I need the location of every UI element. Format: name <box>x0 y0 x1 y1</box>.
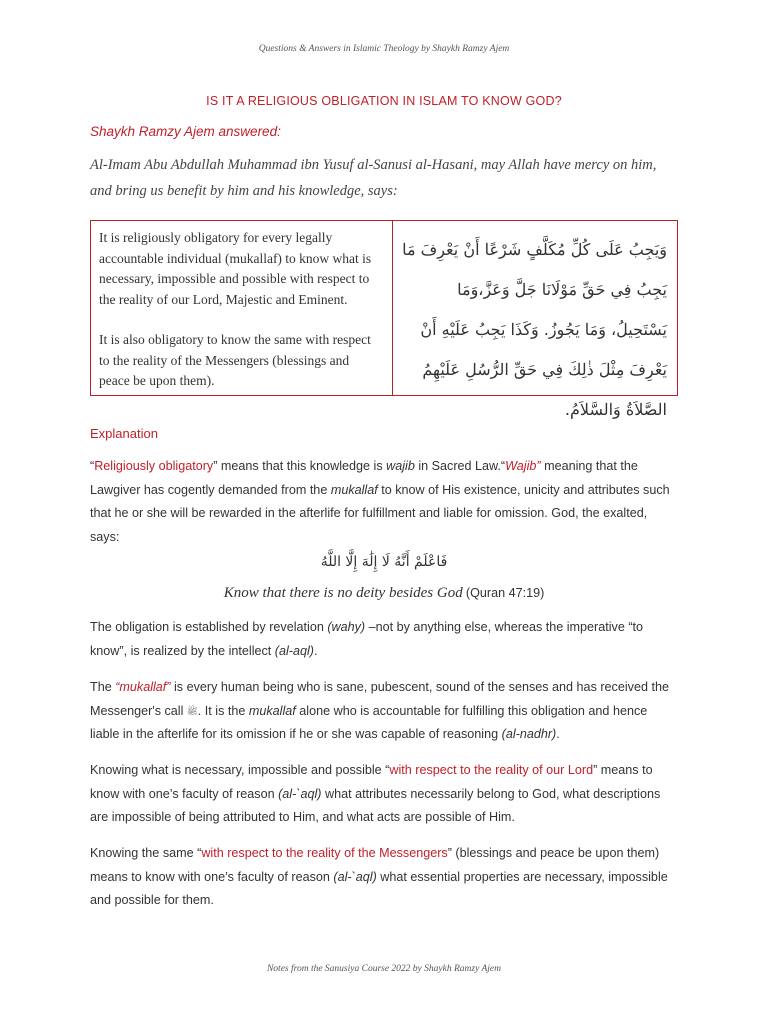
term-wahy: (wahy) <box>327 620 366 634</box>
quote-arabic: وَيَجِبُ عَلَى كُلِّ مُكَلَّفٍ شَرْعًا أَنْ يَعْرِفَ مَا يَجِبُ فِي حَقِّ مَوْلَانَا جَلَّ وَعَزَّ،وَمَا يَسْتَحِيلُ، وَمَا يَجُوزُ. وَكَذَا يَجِبُ عَلَيْهِ أَنْ يَعْرِفَ مِثْلَ ذٰلِكَ فِي حَقِّ الرُّسُلِ عَلَيْهِمُ الصَّلاَةُ وَالسَّلاَمُ. <box>402 240 667 419</box>
quote-english <box>91 221 393 395</box>
quote-english-p1: It is religiously obligatory for every legally accountable individual (mukallaf) to know what is necessary, impossible and possible with respect to the reality of our Lord, Majestic and Eminent. <box>99 230 372 307</box>
running-header: Questions & Answers in Islamic Theology by Shaykh Ramzy Ajem <box>258 44 510 54</box>
explanation-paragraph-3: The “mukallaf” is every human being who is sane, pubescent, sound of the senses and has received the Messenger's call ﷺ. It is the mukallaf alone who is accountable for fulfilling this obligation and hence liable in the afterlife for its omission if he or she was capable of reasoning (al-nadhr). <box>90 680 669 741</box>
running-footer: Notes from the Sanusiya Course 2022 by Shaykh Ramzy Ajem <box>266 964 502 974</box>
intro-paragraph: Al-Imam Abu Abdullah Muhammad ibn Yusuf al-Sanusi al-Hasani, may Allah have mercy on him, and bring us benefit by him and his knowledge, says: <box>90 157 657 199</box>
term-religiously-obligatory: Religiously obligatory <box>94 459 214 473</box>
explanation-paragraph-5: Knowing the same “with respect to the reality of the Messengers” (blessings and peace be upon them) means to know with one’s faculty of reason (al-`aql) what essential properties are necessary, impossible and possible for them. <box>90 846 668 907</box>
term-mukallaf-quoted: “mukallaf” <box>115 680 171 694</box>
term-mukallaf-2: mukallaf <box>248 703 296 718</box>
verse-arabic: فَاعْلَمْ أَنَّهُ لَا إِلَٰهَ إِلَّا اللَّهُ <box>320 554 448 570</box>
term-al-aql-2: (al-`aql) <box>278 786 322 801</box>
explanation-paragraph-2: The obligation is established by revelation (wahy) –not by anything else, whereas the imperative “to know”, is realized by the intellect (al-aql). <box>90 620 644 658</box>
term-mukallaf: mukallaf <box>330 482 378 497</box>
explanation-heading: Explanation <box>90 426 158 441</box>
quote-box <box>90 220 678 419</box>
verse-translation: Know that there is no deity besides God <box>223 585 463 601</box>
term-wajib-quoted: Wajib” <box>505 459 541 473</box>
explanation-paragraph-1: “Religiously obligatory” means that this knowledge is wajib in Sacred Law.“Wajib” meaning that the Lawgiver has cogently demanded from the mukallaf to know of His existence, unicity and attributes such that he or she will be rewarded in the afterlife for fulfillment and liable for omission. God, the exalted, says: <box>90 459 670 544</box>
quote-english-p2: It is also obligatory to know the same with respect to the reality of the Messengers (blessings and peace be upon them). <box>99 332 371 388</box>
page-title: IS IT A RELIGIOUS OBLIGATION IN ISLAM TO KNOW GOD? <box>206 94 562 108</box>
term-al-aql-3: (al-`aql) <box>333 869 377 884</box>
answer-attribution: Shaykh Ramzy Ajem answered: <box>90 124 281 139</box>
salawat-icon: ﷺ <box>186 705 198 716</box>
term-al-nadhr: (al-nadhr) <box>501 727 557 741</box>
phrase-reality-of-our-lord: with respect to the reality of our Lord <box>389 763 594 777</box>
phrase-reality-of-messengers: with respect to the reality of the Messengers <box>201 846 448 860</box>
explanation-paragraph-4: Knowing what is necessary, impossible and possible “with respect to the reality of our Lord” means to know with one’s faculty of reason (al-`aql) what attributes necessarily belong to God, what descriptions are impossible of being attributed to Him, and what acts are possible of Him. <box>90 763 661 824</box>
term-wajib: wajib <box>386 459 415 473</box>
verse-reference: (Quran 47:19) <box>465 586 545 600</box>
verse-translation-line <box>0 585 768 602</box>
term-al-aql: (al-aql) <box>274 643 314 658</box>
